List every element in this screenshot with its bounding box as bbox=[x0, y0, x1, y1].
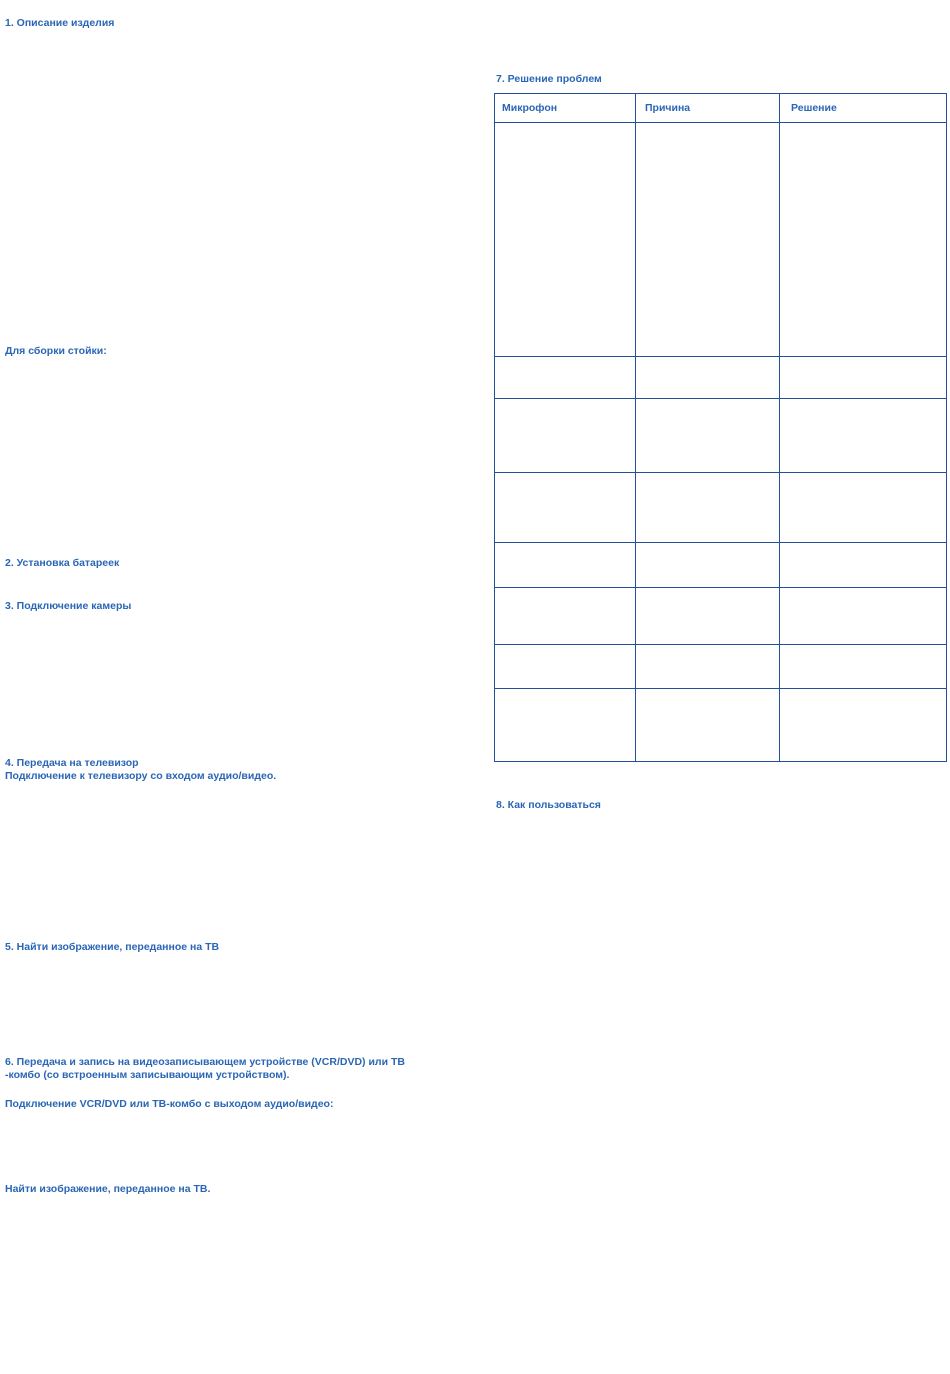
stand-assembly-label: Для сборки стойки: bbox=[5, 345, 107, 357]
table-row bbox=[495, 357, 947, 399]
section-8-title: 8. Как пользоваться bbox=[496, 799, 601, 811]
table-row bbox=[495, 543, 947, 588]
table-row bbox=[495, 689, 947, 762]
table-cell bbox=[780, 689, 947, 762]
table-cell bbox=[780, 543, 947, 588]
table-cell bbox=[636, 543, 780, 588]
table-cell bbox=[780, 357, 947, 399]
table-cell bbox=[495, 543, 636, 588]
table-cell bbox=[780, 399, 947, 473]
table-cell bbox=[636, 645, 780, 689]
table-cell bbox=[495, 473, 636, 543]
table-cell bbox=[636, 123, 780, 357]
section-6-title-line-2: -комбо (со встроенным записывающим устройством). bbox=[5, 1069, 290, 1081]
table-row bbox=[495, 399, 947, 473]
table-cell bbox=[495, 123, 636, 357]
table-cell bbox=[495, 689, 636, 762]
table-cell bbox=[636, 473, 780, 543]
section-7-title: 7. Решение проблем bbox=[496, 73, 602, 85]
table-cell bbox=[495, 357, 636, 399]
section-4-subtitle: Подключение к телевизору со входом аудио/видео. bbox=[5, 770, 277, 782]
header-cause: Причина bbox=[636, 94, 780, 123]
section-4-title: 4. Передача на телевизор bbox=[5, 757, 139, 769]
table-cell bbox=[495, 588, 636, 645]
table-row bbox=[495, 588, 947, 645]
section-3-title: 3. Подключение камеры bbox=[5, 600, 132, 612]
table-cell bbox=[780, 588, 947, 645]
table-cell bbox=[780, 645, 947, 689]
table-cell bbox=[780, 123, 947, 357]
section-6-find-image: Найти изображение, переданное на ТВ. bbox=[5, 1183, 211, 1195]
table-cell bbox=[636, 588, 780, 645]
table-row bbox=[495, 123, 947, 357]
header-solution: Решение bbox=[780, 94, 947, 123]
table-cell bbox=[495, 399, 636, 473]
section-5-title: 5. Найти изображение, переданное на ТВ bbox=[5, 941, 220, 953]
section-6-title-line-1: 6. Передача и запись на видеозаписывающем устройстве (VCR/DVD) или ТВ bbox=[5, 1056, 405, 1068]
table-cell bbox=[636, 399, 780, 473]
table-row bbox=[495, 473, 947, 543]
table-header-row bbox=[495, 94, 947, 123]
section-1-title: 1. Описание изделия bbox=[5, 17, 115, 29]
table-cell bbox=[636, 357, 780, 399]
table-cell bbox=[780, 473, 947, 543]
table-cell bbox=[495, 645, 636, 689]
table-cell bbox=[636, 689, 780, 762]
header-microphone: Микрофон bbox=[495, 94, 636, 123]
section-6-subtitle: Подключение VCR/DVD или ТВ-комбо с выходом аудио/видео: bbox=[5, 1098, 334, 1110]
table-row bbox=[495, 645, 947, 689]
troubleshooting-table bbox=[494, 93, 947, 762]
section-2-title: 2. Установка батареек bbox=[5, 557, 120, 569]
